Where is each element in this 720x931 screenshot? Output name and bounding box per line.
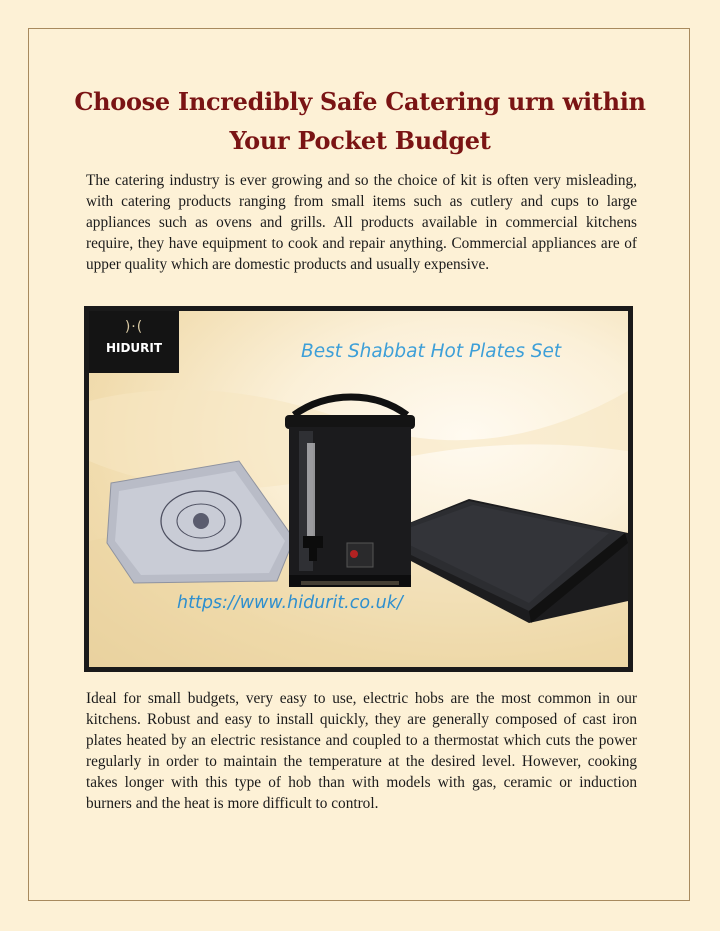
catering-urn-icon xyxy=(285,397,415,587)
logo-mark-icon: )·( xyxy=(124,319,144,335)
page-title: Choose Incredibly Safe Catering urn within Your Pocket Budget xyxy=(74,87,646,155)
intro-paragraph: The catering industry is ever growing and so the choice of kit is often very misleading, with catering products ranging from small items such as cutlery and cups to large appliances such as ovens and grills. All products available in commercial kitchens require, they have equipment to cook and repair anything. Commercial appliances are of upper quality which are domestic products and usually expensive. xyxy=(86,172,637,273)
body-paragraph: Ideal for small budgets, very easy to use, electric hobs are the most common in our kitchens. Robust and easy to install quickly, they are generally composed of cast iron plates heated by an electric resistance and coupled to a thermostat which cuts the power regularly in order to maintain the temperature at the desired level. However, cooking takes longer with this type of hob than with models with gas, ceramic or induction burners and the heat is more difficult to control. xyxy=(86,690,637,812)
banner-url: https://www.hidurit.co.uk/ xyxy=(177,593,403,613)
product-banner-image xyxy=(84,306,633,672)
logo-text: HIDURIT xyxy=(105,341,163,355)
brand-logo xyxy=(89,311,179,373)
banner-headline: Best Shabbat Hot Plates Set xyxy=(301,341,562,362)
